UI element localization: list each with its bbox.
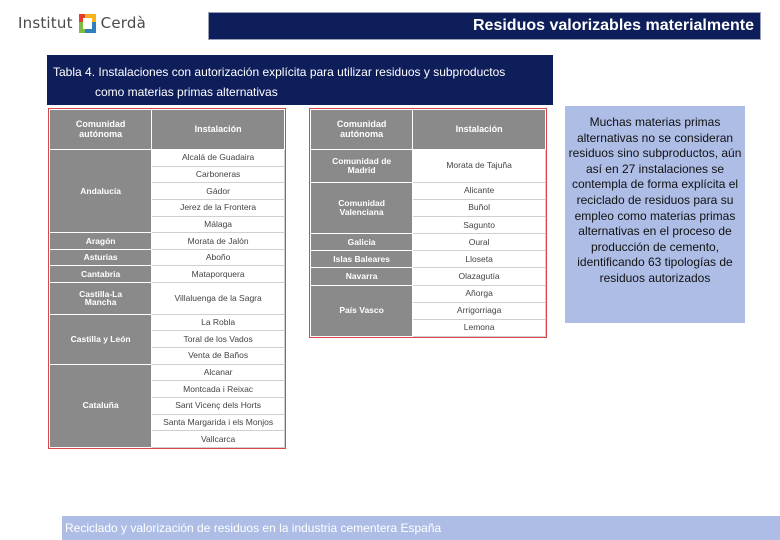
region-cell	[311, 150, 413, 183]
plant-cell: Arrigorriaga	[413, 302, 546, 319]
plant-cell: Sant Vicenç dels Horts	[152, 397, 285, 414]
region-name: Cataluña	[82, 400, 119, 411]
table-row	[50, 266, 285, 283]
table-row	[50, 364, 285, 381]
table-left	[48, 108, 286, 449]
region-cell	[50, 249, 152, 266]
plant-cell: Sagunto	[413, 216, 546, 233]
plant-cell: Alcalá de Guadaira	[152, 150, 285, 167]
table-row	[311, 285, 546, 302]
table-row	[50, 233, 285, 250]
region-cell	[311, 182, 413, 233]
plant-cell: Olazagutía	[413, 268, 546, 285]
plant-cell: Montcada i Reixac	[152, 381, 285, 398]
plant-cell: Alcanar	[152, 364, 285, 381]
region-cell	[311, 268, 413, 285]
table-row	[311, 234, 546, 251]
region-name: Cantabria	[81, 268, 121, 279]
table-row	[311, 251, 546, 268]
plant-cell: Lloseta	[413, 251, 546, 268]
plant-cell: Morata de Jalón	[152, 233, 285, 250]
plant-cell: La Robla	[152, 314, 285, 331]
region-name: Comunidad de Madrid	[332, 155, 392, 175]
plant-cell: Alicante	[413, 182, 546, 199]
region-name: Castilla y León	[70, 333, 131, 344]
column-header-plant: Instalación	[455, 123, 503, 134]
side-note: Muchas materias primas alternativas no se consideran residuos sino subproductos, aún así en 27 instalaciones se contempla de forma explícita el reciclado de residuos para su empleo como materias primas alternativas en el proceso de producción de cemento, identificando 63 tipologías de residuos autorizados	[565, 106, 745, 323]
region-cell	[50, 314, 152, 364]
region-name: Navarra	[345, 270, 378, 281]
cerda-logo-icon	[79, 14, 96, 33]
column-header-region: Comunidad autónoma	[75, 119, 126, 139]
plant-cell: Jerez de la Frontera	[152, 199, 285, 216]
table-row	[50, 283, 285, 315]
region-cell	[311, 234, 413, 251]
plant-cell: Aboño	[152, 249, 285, 266]
plant-cell: Venta de Baños	[152, 348, 285, 365]
plant-cell: Oural	[413, 234, 546, 251]
slide-title: Residuos valorizables materialmente	[473, 17, 754, 34]
region-name: País Vasco	[339, 305, 384, 316]
table-row	[50, 249, 285, 266]
table-caption-line1: Tabla 4. Instalaciones con autorización explícita para utilizar residuos y subproductos	[53, 65, 506, 79]
institut-cerda-logo	[18, 11, 146, 35]
plant-cell: Carboneras	[152, 166, 285, 183]
table-right	[309, 108, 547, 338]
region-cell	[50, 364, 152, 447]
region-name: Castilla-La Mancha	[79, 288, 123, 308]
region-cell	[50, 266, 152, 283]
column-header-plant: Instalación	[194, 123, 242, 134]
slide-title-bar	[208, 12, 761, 40]
table-header-row	[311, 110, 546, 150]
region-name: Aragón	[85, 235, 116, 246]
column-header-region: Comunidad autónoma	[336, 119, 387, 139]
plant-cell: Gádor	[152, 183, 285, 200]
plant-cell: Vallcarca	[152, 431, 285, 448]
header-cell	[152, 110, 285, 150]
header-cell	[311, 110, 413, 150]
logo-text-left: Institut	[18, 14, 73, 32]
region-name: Comunidad Valenciana	[338, 197, 385, 217]
table-header-row	[50, 110, 285, 150]
region-cell	[311, 251, 413, 268]
table-row	[311, 150, 546, 183]
table-row	[311, 182, 546, 199]
logo-text-right: Cerdà	[100, 14, 146, 32]
region-cell	[311, 285, 413, 336]
table-caption	[47, 55, 553, 105]
region-name: Andalucía	[80, 185, 121, 196]
table-caption-line2: como materias primas alternativas	[95, 85, 278, 99]
region-name: Asturias	[83, 252, 118, 263]
region-name: Galicia	[347, 236, 376, 247]
plant-cell: Villaluenga de la Sagra	[152, 283, 285, 315]
plant-cell: Lemona	[413, 319, 546, 336]
region-name: Islas Baleares	[333, 253, 390, 264]
plant-cell: Añorga	[413, 285, 546, 302]
region-cell	[50, 233, 152, 250]
plant-cell: Buñol	[413, 199, 546, 216]
footer-bar	[62, 516, 780, 540]
plant-cell: Morata de Tajuña	[413, 150, 546, 183]
table-row	[311, 268, 546, 285]
table-row	[50, 314, 285, 331]
table-row	[50, 150, 285, 167]
plant-cell: Mataporquera	[152, 266, 285, 283]
region-cell	[50, 283, 152, 315]
footer-text: Reciclado y valorización de residuos en la industria cementera España	[65, 521, 442, 535]
plant-cell: Santa Margarida i els Monjos	[152, 414, 285, 431]
plant-cell: Málaga	[152, 216, 285, 233]
plant-cell: Toral de los Vados	[152, 331, 285, 348]
header-cell	[413, 110, 546, 150]
header-cell	[50, 110, 152, 150]
region-cell	[50, 150, 152, 233]
